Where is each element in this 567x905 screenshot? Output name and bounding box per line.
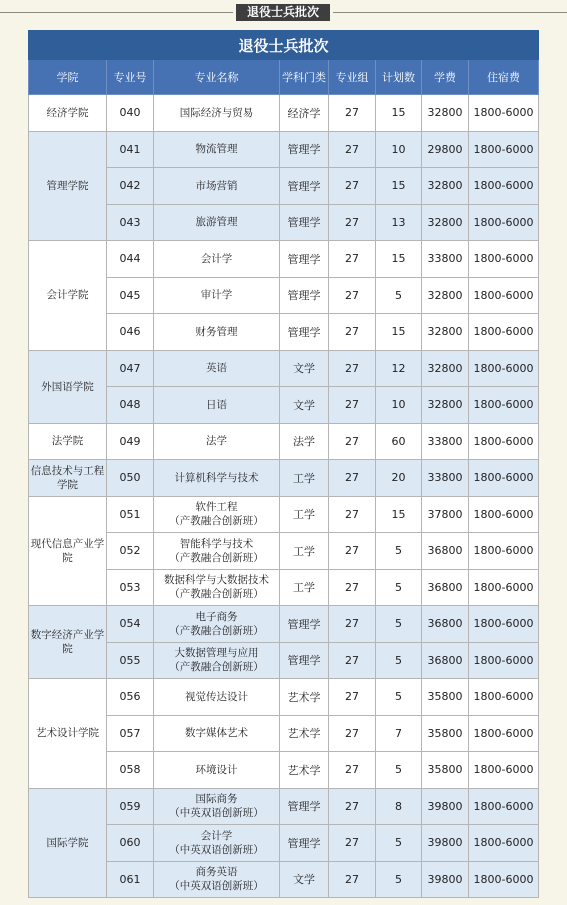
major-name-cell: 市场营销: [154, 168, 280, 205]
tuition-cell: 29800: [422, 131, 469, 168]
group-cell: 27: [329, 241, 376, 278]
major-code-cell: 047: [107, 350, 154, 387]
major-name-cell: 数字媒体艺术: [154, 715, 280, 752]
tuition-cell: 37800: [422, 496, 469, 533]
table-row: [29, 423, 539, 460]
plan-count-cell: 15: [376, 314, 422, 351]
dorm-fee-cell: 1800-6000: [469, 241, 539, 278]
group-cell: 27: [329, 387, 376, 424]
category-cell: 艺术学: [280, 715, 329, 752]
major-name-cell: 法学: [154, 423, 280, 460]
school-cell: 经济学院: [29, 95, 107, 132]
school-cell: 会计学院: [29, 241, 107, 351]
major-code-cell: 055: [107, 642, 154, 679]
tuition-cell: 36800: [422, 606, 469, 643]
plan-count-cell: 5: [376, 569, 422, 606]
group-cell: 27: [329, 606, 376, 643]
major-name-cell: 会计学 （中英双语创新班）: [154, 825, 280, 862]
category-cell: 经济学: [280, 95, 329, 132]
major-code-cell: 058: [107, 752, 154, 789]
major-code-cell: 048: [107, 387, 154, 424]
plan-count-cell: 5: [376, 642, 422, 679]
table-row: [29, 496, 539, 533]
category-cell: 艺术学: [280, 679, 329, 716]
group-cell: 27: [329, 168, 376, 205]
header-major: 专业名称: [154, 60, 280, 95]
plan-count-cell: 7: [376, 715, 422, 752]
plan-count-cell: 15: [376, 95, 422, 132]
table-row: [29, 241, 539, 278]
major-name-cell: 物流管理: [154, 131, 280, 168]
dorm-fee-cell: 1800-6000: [469, 569, 539, 606]
group-cell: 27: [329, 569, 376, 606]
tuition-cell: 32800: [422, 168, 469, 205]
dorm-fee-cell: 1800-6000: [469, 314, 539, 351]
major-name-cell: 国际商务 （中英双语创新班）: [154, 788, 280, 825]
dorm-fee-cell: 1800-6000: [469, 679, 539, 716]
category-cell: 管理学: [280, 277, 329, 314]
major-name-cell: 电子商务 （产教融合创新班）: [154, 606, 280, 643]
header-group: 专业组: [329, 60, 376, 95]
plan-count-cell: 13: [376, 204, 422, 241]
plan-count-cell: 12: [376, 350, 422, 387]
major-name-cell: 日语: [154, 387, 280, 424]
major-name-cell: 数据科学与大数据技术 （产教融合创新班）: [154, 569, 280, 606]
dorm-fee-cell: 1800-6000: [469, 715, 539, 752]
header-dorm: 住宿费: [469, 60, 539, 95]
dorm-fee-cell: 1800-6000: [469, 752, 539, 789]
school-cell: 管理学院: [29, 131, 107, 241]
plan-count-cell: 5: [376, 533, 422, 570]
group-cell: 27: [329, 788, 376, 825]
category-cell: 工学: [280, 460, 329, 497]
major-code-cell: 056: [107, 679, 154, 716]
school-cell: 现代信息产业学院: [29, 496, 107, 606]
category-cell: 管理学: [280, 642, 329, 679]
major-code-cell: 061: [107, 861, 154, 898]
category-cell: 艺术学: [280, 752, 329, 789]
plan-count-cell: 15: [376, 241, 422, 278]
category-cell: 管理学: [280, 314, 329, 351]
group-cell: 27: [329, 95, 376, 132]
dorm-fee-cell: 1800-6000: [469, 642, 539, 679]
tuition-cell: 32800: [422, 387, 469, 424]
major-code-cell: 049: [107, 423, 154, 460]
header-school: 学院: [29, 60, 107, 95]
major-code-cell: 041: [107, 131, 154, 168]
group-cell: 27: [329, 277, 376, 314]
dorm-fee-cell: 1800-6000: [469, 496, 539, 533]
plan-count-cell: 5: [376, 752, 422, 789]
tuition-cell: 39800: [422, 861, 469, 898]
tuition-cell: 36800: [422, 642, 469, 679]
dorm-fee-cell: 1800-6000: [469, 95, 539, 132]
major-code-cell: 046: [107, 314, 154, 351]
school-cell: 艺术设计学院: [29, 679, 107, 789]
tuition-cell: 33800: [422, 241, 469, 278]
tuition-cell: 32800: [422, 204, 469, 241]
dorm-fee-cell: 1800-6000: [469, 131, 539, 168]
major-code-cell: 050: [107, 460, 154, 497]
table-row: [29, 131, 539, 168]
tuition-cell: 39800: [422, 788, 469, 825]
major-name-cell: 财务管理: [154, 314, 280, 351]
dorm-fee-cell: 1800-6000: [469, 423, 539, 460]
tuition-cell: 32800: [422, 277, 469, 314]
tuition-cell: 36800: [422, 569, 469, 606]
major-name-cell: 国际经济与贸易: [154, 95, 280, 132]
category-cell: 文学: [280, 387, 329, 424]
header-code: 专业号: [107, 60, 154, 95]
dorm-fee-cell: 1800-6000: [469, 606, 539, 643]
group-cell: 27: [329, 825, 376, 862]
group-cell: 27: [329, 679, 376, 716]
tuition-cell: 33800: [422, 460, 469, 497]
group-cell: 27: [329, 314, 376, 351]
plan-count-cell: 5: [376, 277, 422, 314]
major-name-cell: 软件工程 （产教融合创新班）: [154, 496, 280, 533]
major-name-cell: 大数据管理与应用 （产教融合创新班）: [154, 642, 280, 679]
table-row: [29, 350, 539, 387]
major-code-cell: 043: [107, 204, 154, 241]
tuition-cell: 35800: [422, 679, 469, 716]
major-name-cell: 审计学: [154, 277, 280, 314]
group-cell: 27: [329, 752, 376, 789]
table-body: [29, 95, 539, 898]
dorm-fee-cell: 1800-6000: [469, 460, 539, 497]
category-cell: 管理学: [280, 168, 329, 205]
tuition-cell: 33800: [422, 423, 469, 460]
category-cell: 管理学: [280, 131, 329, 168]
plan-count-cell: 8: [376, 788, 422, 825]
dorm-fee-cell: 1800-6000: [469, 387, 539, 424]
tuition-cell: 32800: [422, 95, 469, 132]
major-code-cell: 040: [107, 95, 154, 132]
dorm-fee-cell: 1800-6000: [469, 204, 539, 241]
major-code-cell: 051: [107, 496, 154, 533]
category-cell: 管理学: [280, 606, 329, 643]
table-row: [29, 679, 539, 716]
tuition-cell: 39800: [422, 825, 469, 862]
major-code-cell: 045: [107, 277, 154, 314]
group-cell: 27: [329, 131, 376, 168]
category-cell: 管理学: [280, 241, 329, 278]
category-cell: 工学: [280, 496, 329, 533]
table-header-row: [29, 60, 539, 95]
table-title: 退役士兵批次: [29, 31, 539, 60]
tuition-cell: 32800: [422, 314, 469, 351]
banner-tag: 退役士兵批次: [236, 4, 330, 21]
admission-table: [28, 30, 539, 898]
tuition-cell: 35800: [422, 752, 469, 789]
group-cell: 27: [329, 423, 376, 460]
category-cell: 工学: [280, 533, 329, 570]
major-name-cell: 视觉传达设计: [154, 679, 280, 716]
group-cell: 27: [329, 533, 376, 570]
major-code-cell: 060: [107, 825, 154, 862]
major-name-cell: 计算机科学与技术: [154, 460, 280, 497]
table-row: [29, 460, 539, 497]
major-code-cell: 053: [107, 569, 154, 606]
group-cell: 27: [329, 642, 376, 679]
school-cell: 法学院: [29, 423, 107, 460]
major-code-cell: 042: [107, 168, 154, 205]
dorm-fee-cell: 1800-6000: [469, 533, 539, 570]
major-name-cell: 英语: [154, 350, 280, 387]
category-cell: 管理学: [280, 204, 329, 241]
plan-count-cell: 15: [376, 496, 422, 533]
category-cell: 管理学: [280, 825, 329, 862]
group-cell: 27: [329, 204, 376, 241]
plan-count-cell: 60: [376, 423, 422, 460]
group-cell: 27: [329, 350, 376, 387]
plan-count-cell: 5: [376, 606, 422, 643]
plan-count-cell: 5: [376, 825, 422, 862]
major-name-cell: 环境设计: [154, 752, 280, 789]
tuition-cell: 32800: [422, 350, 469, 387]
major-code-cell: 054: [107, 606, 154, 643]
header-category: 学科门类: [280, 60, 329, 95]
dorm-fee-cell: 1800-6000: [469, 277, 539, 314]
major-code-cell: 057: [107, 715, 154, 752]
plan-count-cell: 20: [376, 460, 422, 497]
tuition-cell: 35800: [422, 715, 469, 752]
plan-count-cell: 5: [376, 679, 422, 716]
header-tuition: 学费: [422, 60, 469, 95]
top-divider: [0, 0, 567, 28]
category-cell: 文学: [280, 861, 329, 898]
category-cell: 工学: [280, 569, 329, 606]
plan-count-cell: 10: [376, 131, 422, 168]
category-cell: 文学: [280, 350, 329, 387]
school-cell: 外国语学院: [29, 350, 107, 423]
group-cell: 27: [329, 715, 376, 752]
dorm-fee-cell: 1800-6000: [469, 350, 539, 387]
major-name-cell: 会计学: [154, 241, 280, 278]
table-row: [29, 606, 539, 643]
plan-count-cell: 5: [376, 861, 422, 898]
table-row: [29, 788, 539, 825]
dorm-fee-cell: 1800-6000: [469, 168, 539, 205]
category-cell: 管理学: [280, 788, 329, 825]
major-code-cell: 059: [107, 788, 154, 825]
major-name-cell: 智能科学与技术 （产教融合创新班）: [154, 533, 280, 570]
plan-count-cell: 10: [376, 387, 422, 424]
plan-count-cell: 15: [376, 168, 422, 205]
school-cell: 数字经济产业学院: [29, 606, 107, 679]
school-cell: 信息技术与工程学院: [29, 460, 107, 497]
group-cell: 27: [329, 460, 376, 497]
major-code-cell: 052: [107, 533, 154, 570]
group-cell: 27: [329, 861, 376, 898]
category-cell: 法学: [280, 423, 329, 460]
admission-table-wrapper: [28, 30, 538, 898]
school-cell: 国际学院: [29, 788, 107, 898]
major-code-cell: 044: [107, 241, 154, 278]
table-row: [29, 95, 539, 132]
major-name-cell: 商务英语 （中英双语创新班）: [154, 861, 280, 898]
tuition-cell: 36800: [422, 533, 469, 570]
major-name-cell: 旅游管理: [154, 204, 280, 241]
dorm-fee-cell: 1800-6000: [469, 825, 539, 862]
group-cell: 27: [329, 496, 376, 533]
header-plan: 计划数: [376, 60, 422, 95]
dorm-fee-cell: 1800-6000: [469, 788, 539, 825]
dorm-fee-cell: 1800-6000: [469, 861, 539, 898]
